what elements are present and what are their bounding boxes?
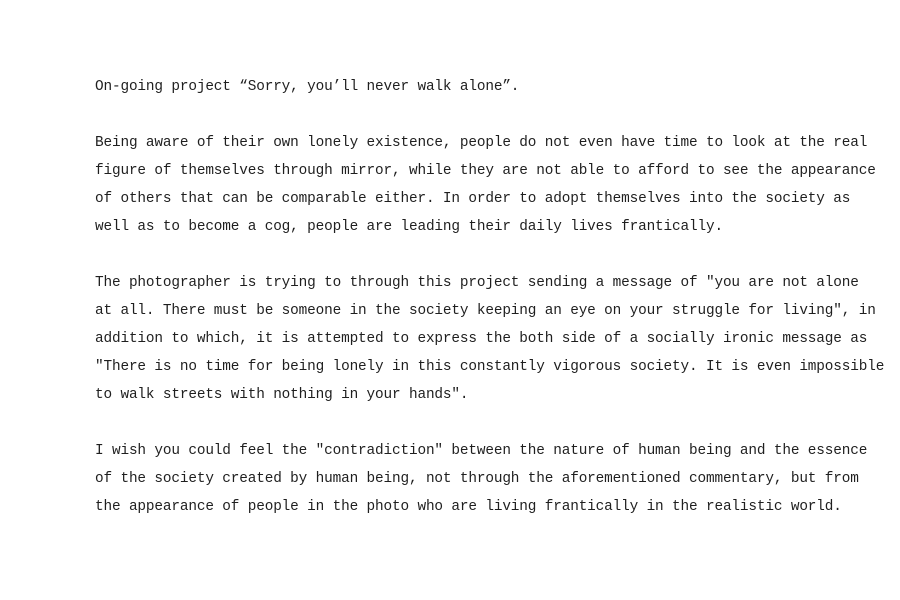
paragraph-lonely-existence (95, 129, 876, 241)
text-line: to walk streets with nothing in your hands". (95, 387, 469, 403)
text-line: The photographer is trying to through this project sending a message of "you are not alone (95, 275, 859, 291)
text-line: addition to which, it is attempted to express the both side of a socially ironic message as (95, 331, 868, 347)
text-line: at all. There must be someone in the society keeping an eye on your struggle for living", in (95, 303, 876, 319)
text-line: of the society created by human being, not through the aforementioned commentary, but from (95, 471, 859, 487)
text-line: I wish you could feel the "contradiction" between the nature of human being and the essence (95, 443, 868, 459)
text-line: "There is no time for being lonely in this constantly vigorous society. It is even impossible (95, 359, 885, 375)
paragraph-photographer-message (95, 269, 885, 409)
text-line: well as to become a cog, people are leading their daily lives frantically. (95, 219, 723, 235)
text-line: the appearance of people in the photo who are living frantically in the realistic world. (95, 499, 842, 515)
paragraph-contradiction (95, 437, 868, 521)
text-line: Being aware of their own lonely existence, people do not even have time to look at the real (95, 135, 868, 151)
project-title: On-going project “Sorry, you’ll never walk alone”. (95, 79, 520, 95)
text-line: of others that can be comparable either. In order to adopt themselves into the society as (95, 191, 851, 207)
text-line: figure of themselves through mirror, while they are not able to afford to see the appearance (95, 163, 876, 179)
